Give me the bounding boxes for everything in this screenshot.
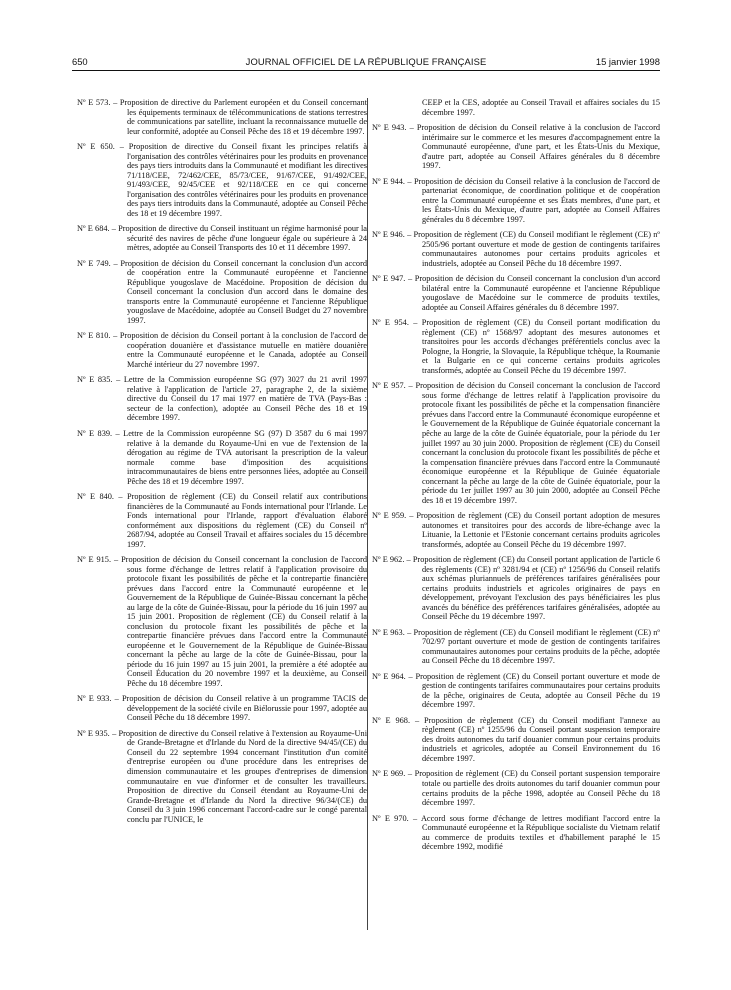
entry-reference: Nº E 963. [372, 627, 405, 637]
entry-text: – Proposition de décision du Conseil concernant la conclusion de l'accord sous forme d'échange de lettres relatif à l'application provisoire du protocole fixant les possibilités de pêche et la contrepartie financière prévues dans l'accord entre la Communauté européenne et le Gouvernement de la République de Guinée-Bissau concernant la pêche au large de la côte de Guinée-Bissau, pour la période du 16 juin 1997 au 15 juin 2001. Proposition de règlement (CE) du Conseil relatif à la conclusion du protocole fixant les possibilités de pêche et la contrepartie financière prévues dans l'accord entre la Communauté européenne et le Gouvernement de la République de Guinée-Bissau concernant la pêche au large de la côte de Guinée-Bissau, pour la période du 16 juin 1997 au 15 juin 2001, la première a été adoptée au Conseil Éducation du 20 novembre 1997 et la deuxième, au Conseil Pêche du 18 décembre 1997. [113, 555, 367, 688]
entry-reference: Nº E 947. [372, 274, 406, 284]
entry-reference: Nº E 835. [77, 375, 113, 385]
entry-text: – Proposition de règlement (CE) du Conseil relatif aux contributions financières de la Communauté au Fonds international pour l'Irlande. Le Fonds international pour l'Irlande, rapport d'évaluation élaboré conformément aux dispositions du règlement (CE) du Conseil nº 2687/94, adoptée au Conseil Travail et affaires sociales du 15 décembre 1997. [118, 492, 367, 549]
entry-text: – Proposition de règlement (CE) du Conseil portant application de l'article 6 des règlements (CE) nº 3281/94 et (CE) nº 1256/96 du Conseil relatifs aux schémas pluriannuels de préférences tarifaires généralisées pour certains produits industriels et agricoles originaires de pays en développement, prévoyant l'exclusion des pays bénéficiaires les plus avancés du bénéfice des préférences tarifaires généralisées, adoptée au Conseil Pêche du 19 décembre 1997. [406, 555, 660, 622]
entry-text: – Proposition de règlement (CE) du Conseil modifiant le règlement (CE) nº 2505/96 portant ouverture et mode de gestion de contingents tarifaires communautaires autonomes pour certains produits agricoles et industriels, adoptée au Conseil Pêche du 18 décembre 1997. [407, 230, 660, 268]
entry-reference: Nº E 970. [372, 813, 409, 823]
entry-reference: Nº E 933. [77, 694, 112, 704]
decree-entry [77, 98, 367, 136]
issue-date: 15 janvier 1998 [595, 56, 660, 67]
entry-reference: Nº E 954. [372, 318, 409, 328]
entry-text: – Proposition de décision du Conseil concernant la conclusion d'un accord de coopération entre la Communauté européenne et l'ancienne République yougoslave de Macédoine. Proposition de décision du Conseil concernant la conclusion d'un accord dans le domaine des transports entre la Communauté européenne et l'ancienne République yougoslave de Macédoine, adoptée au Conseil Budget du 27 novembre 1997. [113, 258, 367, 325]
entry-reference: Nº E 964. [372, 671, 406, 681]
left-column [77, 98, 367, 972]
entry-text: – Proposition de règlement (CE) du Conseil portant modification du règlement (CE) nº 1568/97 adoptant des mesures autonomes et transitoires pour les accords d'échanges préférentiels conclus avec la Pologne, la Hongrie, la Slovaquie, la République tchèque, la Roumanie et la Bulgarie en ce qui concerne certains produits agricoles transformés, adoptée au Conseil Pêche du 19 décembre 1997. [413, 318, 660, 375]
entry-reference: Nº E 573. [77, 98, 111, 107]
entry-text: – Lettre de la Commission européenne SG (97) 3027 du 21 avril 1997 relative à l'application de l'article 27, paragraphe 2, de la sixième directive du Conseil du 17 mai 1977 en matière de TVA (Pays-Bas : secteur de la confection), adoptée au Conseil Pêche des 18 et 19 décembre 1997. [116, 375, 367, 423]
entry-reference: Nº E 839. [77, 428, 113, 438]
entry-text: – Proposition de règlement (CE) du Conseil modifiant l'annexe au règlement (CE) nº 1255/96 du Conseil portant suspension temporaire des droits autonomes du tarif douanier commun pour certains produits industriels et agricoles, adoptée au Conseil Environnement du 16 décembre 1997. [414, 715, 660, 763]
entry-text: – Proposition de directive du Parlement européen et du Conseil concernant les équipements terminaux de télécommunications de stations terrestres de communications par satellite, incluant la reconnaissance mutuelle de leur conformité, adoptée au Conseil Pêche des 18 et 19 décembre 1997. [113, 98, 367, 136]
decree-entry [77, 375, 367, 423]
entry-reference: Nº E 959. [372, 511, 407, 521]
entry-text: – Proposition de décision du Conseil relative à la conclusion de l'accord de partenariat économique, de coordination politique et de coopération entre la Communauté européenne et ses États membres, d'une part, et les États-Unis du Mexique, d'autre part, adoptée au Conseil Affaires générales du 8 décembre 1997. [407, 176, 660, 224]
decree-entry [77, 429, 367, 486]
entry-text: – Lettre de la Commission européenne SG (97) D 3587 du 6 mai 1997 relative à la demande du Royaume-Uni en vue de l'extension de la dérogation au régime de TVA autorisant la prescription de la valeur normale comme base d'imposition des acquisitions intracommunautaires de biens entre personnes liées, adoptée au Conseil Pêche des 18 et 19 décembre 1997. [115, 428, 367, 486]
entry-reference: Nº E 749. [77, 258, 111, 268]
entry-text: – Proposition de décision du Conseil portant à la conclusion de l'accord de coopération douanière et d'assistance mutuelle en matière douanière entre la Communauté européenne et le Canada, adoptée au Conseil Marché intérieur du 27 novembre 1997. [113, 331, 367, 369]
entry-reference: Nº E 935. [77, 728, 110, 738]
entry-text: – Proposition de décision du Conseil concernant la conclusion de l'accord sous forme d'échange de lettres relatif à l'application provisoire du protocole fixant les possibilités de pêche et la compensation financière prévues dans l'accord entre la Communauté économique européenne et le Gouvernement de la République de Guinée équatoriale concernant la pêche au large de la côte de Guinée équatoriale, pour la période du 1er juillet 1997 au 30 juin 2000. Proposition de règlement (CE) du Conseil concernant la conclusion du protocole fixant les possibilités de pêche et la compensation financière prévues dans l'accord entre la Communauté économique européenne et la République de Guinée équatoriale concernant la pêche au large de la côte de Guinée équatoriale, pour la période du 1er juillet 1997 au 30 juin 2000, adoptée au Conseil Pêche des 18 et 19 décembre 1997. [408, 381, 660, 505]
column-divider [367, 98, 368, 930]
decree-entry [372, 628, 660, 666]
entry-text: – Proposition de directive du Conseil instituant un régime harmonisé pour la sécurité des navires de pêche d'une longueur égale ou supérieure à 24 mètres, adoptée au Conseil Transports des 10 et 11 décembre 1997. [111, 224, 367, 253]
page-header [72, 56, 660, 70]
decree-entry [372, 177, 660, 225]
entry-text: – Proposition de règlement (CE) du Conseil portant suspension temporaire totale ou partielle des droits autonomes du tarif douanier commun pour certains produits de la pêche 1998, adoptée au Conseil Pêche du 18 décembre 1997. [407, 769, 660, 808]
decree-entry [372, 672, 660, 710]
entry-reference: Nº E 915. [77, 555, 112, 565]
decree-entry [372, 555, 660, 622]
entry-text: – Proposition de règlement (CE) du Conseil modifiant le règlement (CE) nº 702/97 portant ouverture et mode de gestion de contingents tarifaires communautaires autonomes pour certains produits de la pêche, adoptée au Conseil Pêche du 18 décembre 1997. [407, 627, 660, 666]
decree-entry [372, 230, 660, 268]
decree-entry [77, 224, 367, 253]
header-rule [72, 70, 660, 71]
entry-text: – Proposition de règlement (CE) du Conseil portant ouverture et mode de gestion de contingents tarifaires communautaires pour certains produits de la pêche, originaires de Ceuta, adoptée au Conseil Pêche du 19 décembre 1997. [408, 671, 660, 710]
decree-entry [77, 331, 367, 369]
entry-text: – Proposition de règlement (CE) du Conseil portant adoption de mesures autonomes et transitoires pour des accords de libre-échange avec la Lituanie, la Lettonie et l'Estonie concernant certains produits agricoles transformés, adoptée au Conseil Pêche du 19 décembre 1997. [409, 511, 660, 549]
decree-entry [372, 123, 660, 171]
decree-entry [77, 259, 367, 326]
decree-entry [77, 555, 367, 688]
entry-text: – Proposition de décision du Conseil relative à un programme TACIS de développement de la société civile en Biélorussie pour 1997, adoptée au Conseil Pêche du 18 décembre 1997. [114, 694, 367, 723]
decree-entry [372, 769, 660, 807]
entry-reference: Nº E 969. [372, 769, 406, 779]
entry-text: – Proposition de décision du Conseil relative à la conclusion de l'accord intérimaire sur le commerce et les mesures d'accompagnement entre la Communauté européenne, d'une part, et les États-Unis du Mexique, d'autre part, adoptée au Conseil Affaires générales du 8 décembre 1997. [409, 123, 660, 171]
journal-title: JOURNAL OFFICIEL DE LA RÉPUBLIQUE FRANÇAISE [245, 56, 487, 67]
decree-entry [372, 716, 660, 764]
entry-reference: Nº E 962. [372, 555, 405, 565]
entry-reference: Nº E 650. [77, 142, 115, 152]
decree-entry [372, 814, 660, 852]
entry-reference: Nº E 943. [372, 123, 407, 133]
entry-reference: Nº E 840. [77, 492, 114, 502]
entry-reference: Nº E 684. [77, 224, 110, 234]
decree-entry [372, 381, 660, 505]
entry-text: – Proposition de directive du Conseil relative à l'extension au Royaume-Uni de Grande-Bretagne et d'Irlande du Nord de la directive 94/45/(CE) du Conseil du 22 septembre 1994 concernant l'institution d'un comité d'entreprise européen ou d'une procédure dans les entreprises de dimension communautaire et les groupes d'entreprises de dimension communautaire en vue d'informer et de consulter les travailleurs. Proposition de directive du Conseil étendant au Royaume-Uni de Grande-Bretagne et d'Irlande du Nord la directive 96/34/(CE) du Conseil du 3 juin 1996 concernant l'accord-cadre sur le congé parental conclu par l'UNICE, le [112, 728, 367, 824]
entry-text: – Accord sous forme d'échange de lettres modifiant l'accord entre la Communauté européenne et la République socialiste du Vietnam relatif au commerce de produits textiles et d'habillement paraphé le 15 décembre 1992, modifié [412, 813, 660, 852]
entry-reference: Nº E 944. [372, 176, 405, 186]
entry-text: – Proposition de directive du Conseil fixant les principes relatifs à l'organisation des contrôles vétérinaires pour les produits en provenance des pays tiers introduits dans la Communauté et modifiant les directives 71/118/CEE, 72/462/CEE, 85/73/CEE, 91/67/CEE, 91/492/CEE, 91/493/CEE, 92/45/CEE et 92/118/CEE en ce qui concerne l'organisation des contrôles vétérinaires pour les produits en provenance des pays tiers introduits dans la Communauté, adoptée au Conseil Pêche des 18 et 19 décembre 1997. [119, 142, 367, 218]
entry-reference: Nº E 946. [372, 230, 405, 240]
decree-entry [372, 274, 660, 312]
right-column [372, 98, 660, 972]
continuation-text: CEEP et la CES, adoptée au Conseil Travail et affaires sociales du 15 décembre 1997. [422, 98, 660, 117]
entry-reference: Nº E 968. [372, 715, 411, 725]
entry-text: – Proposition de décision du Conseil concernant la conclusion d'un accord bilatéral entre la Communauté européenne et l'ancienne République yougoslave de Macédoine sur le commerce de produits textiles, adoptée au Conseil Affaires générales du 8 décembre 1997. [407, 274, 660, 312]
entry-reference: Nº E 810. [77, 331, 111, 341]
decree-entry [372, 511, 660, 549]
right-entries [372, 123, 660, 852]
decree-entry [372, 318, 660, 375]
decree-entry [77, 729, 367, 824]
entry-reference: Nº E 957. [372, 381, 406, 391]
decree-entry [77, 492, 367, 549]
decree-entry [77, 694, 367, 723]
page-number: 650 [72, 56, 88, 67]
decree-entry [77, 142, 367, 218]
